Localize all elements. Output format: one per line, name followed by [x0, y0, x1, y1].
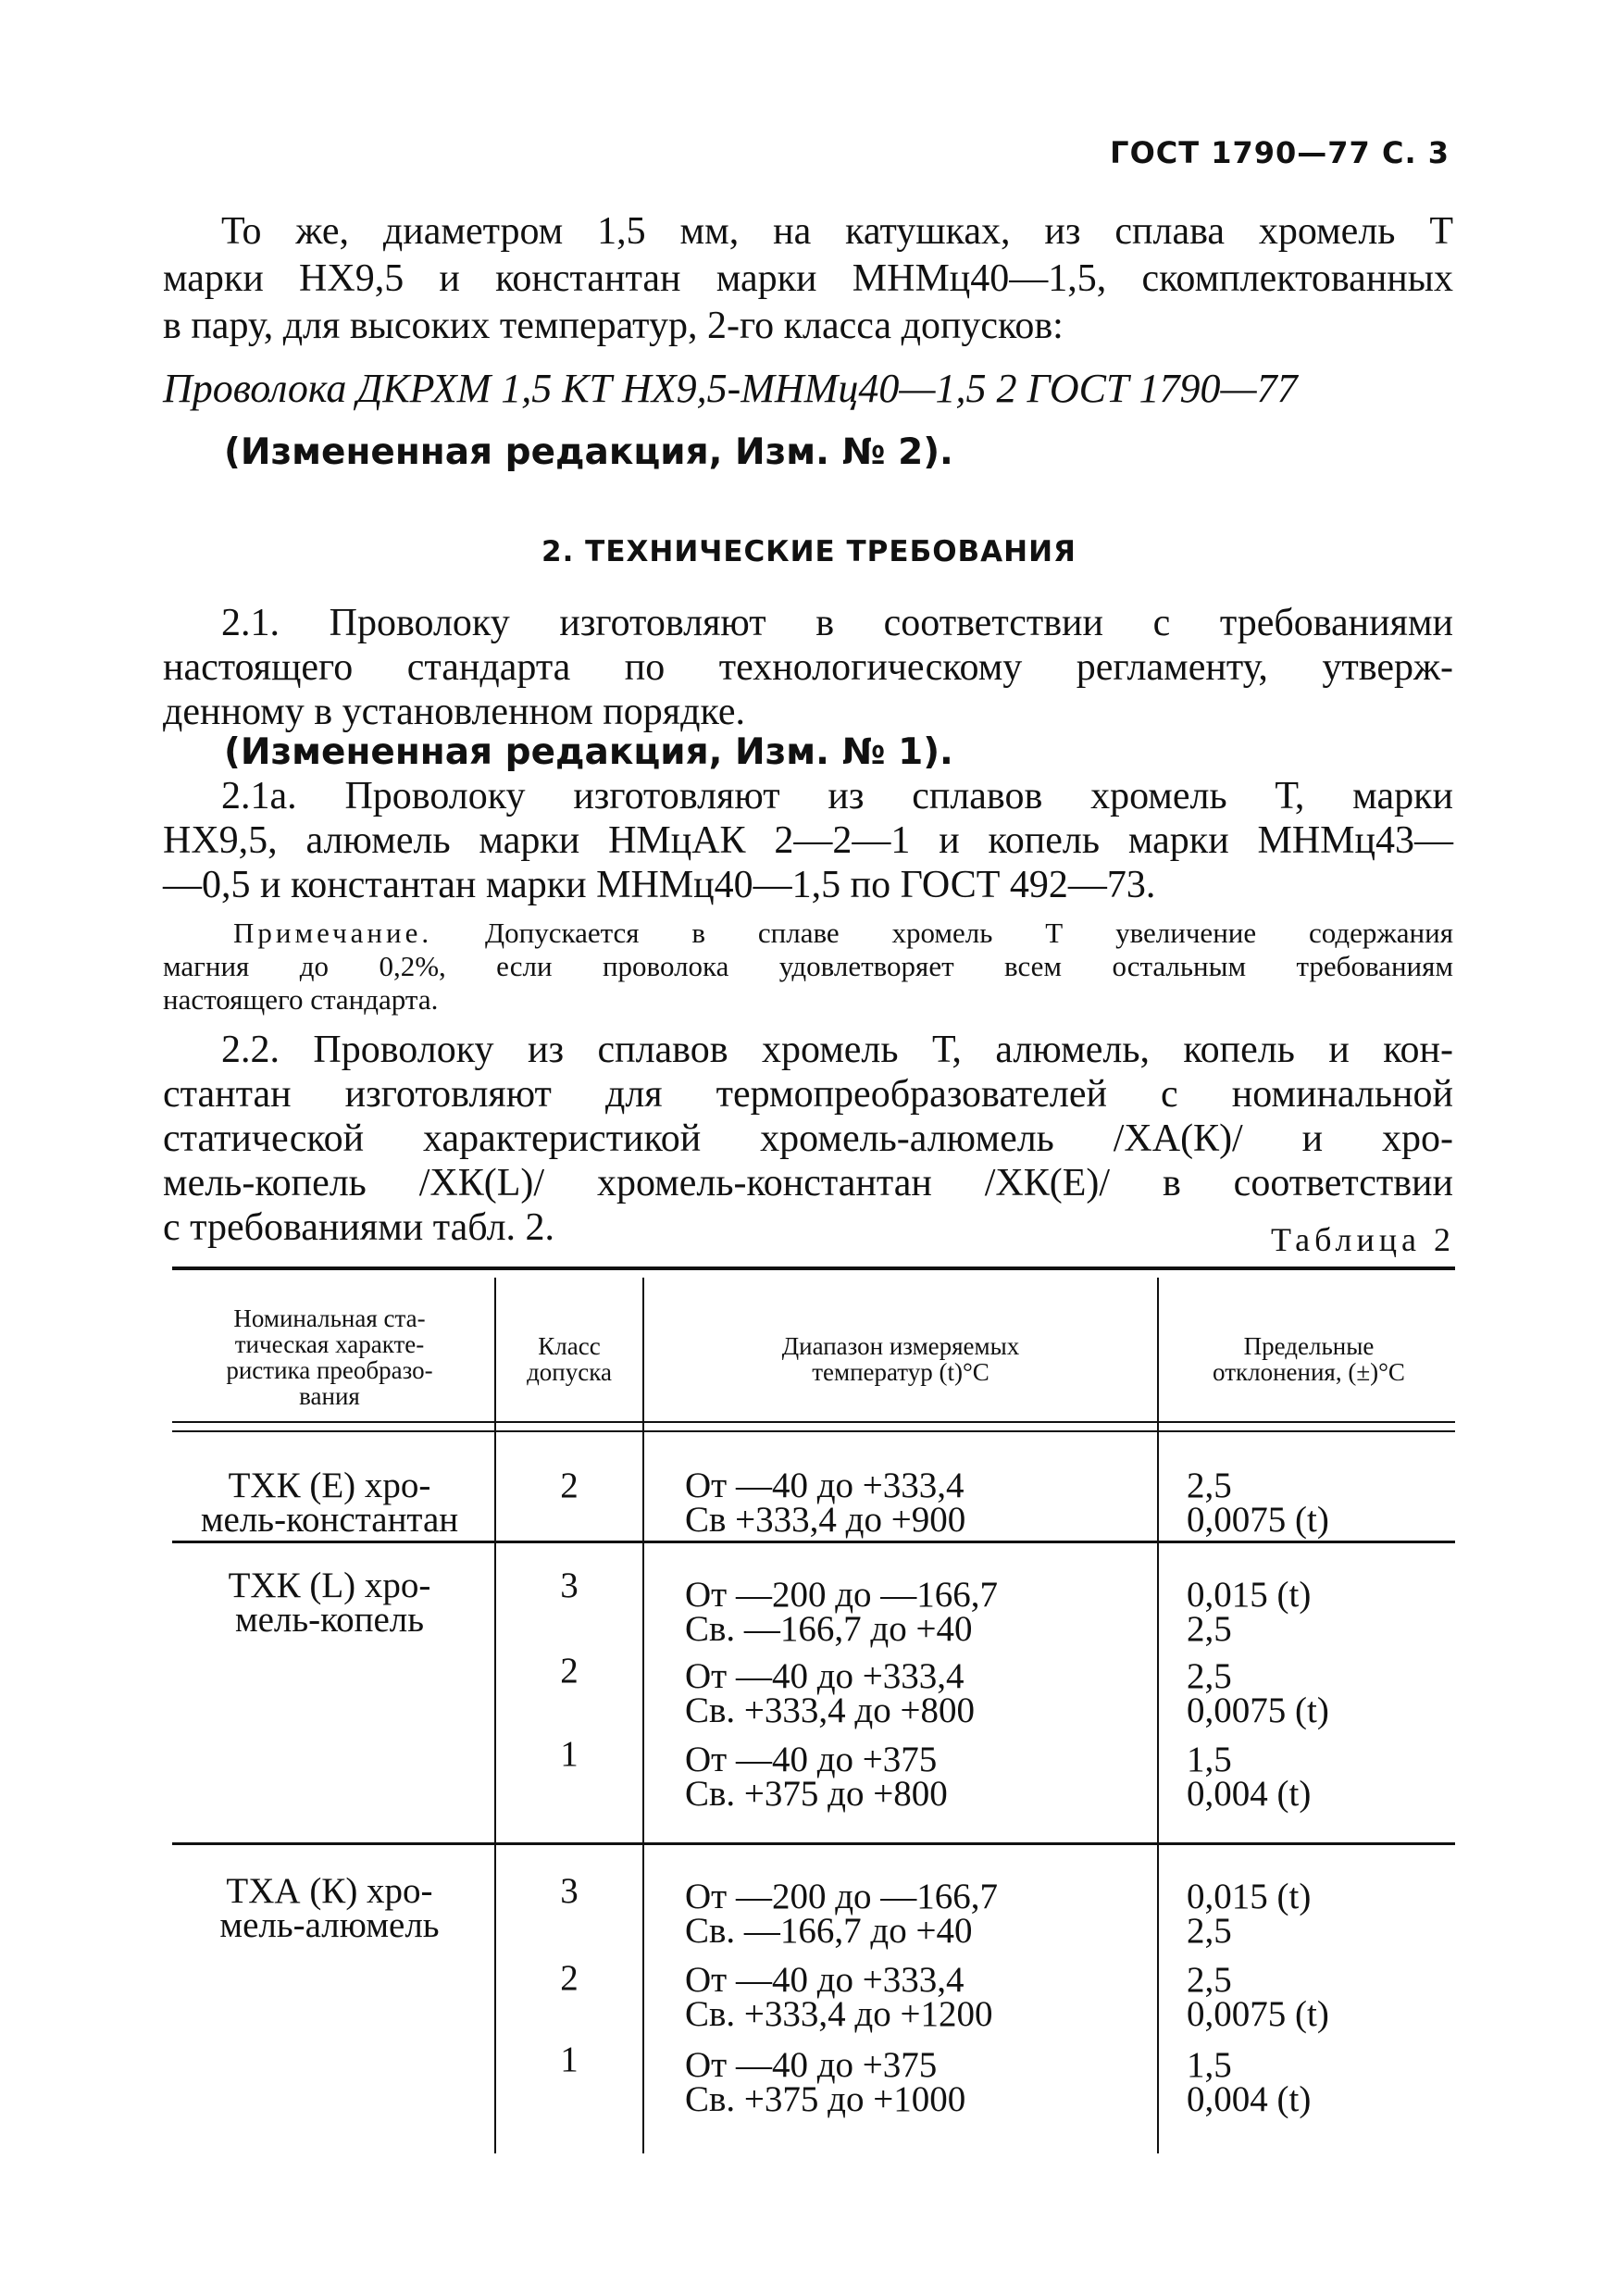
- table-group-rule-1: [172, 1541, 1455, 1543]
- dev-line: 2,5: [1187, 1960, 1232, 2000]
- dev-line: 2,5: [1187, 1466, 1232, 1505]
- table-label: Таблица 2: [1271, 1221, 1455, 1258]
- table-cell-class: 1: [560, 1734, 579, 1774]
- table-cell-deviation: [1187, 1960, 1329, 2034]
- table-cell-range: [685, 2045, 966, 2119]
- p22-line-5: с требованиями табл. 2.: [163, 1206, 555, 1249]
- table-cell-range: [685, 1466, 966, 1540]
- dev-line: 0,0075 (t): [1187, 1994, 1329, 2034]
- p21a-line-2: НХ9,5, алюмель марки НМцАК 2—2—1 и копель марки МНМц43—: [163, 819, 1453, 862]
- table-cell-deviation: [1187, 1877, 1312, 1951]
- dev-line: 2,5: [1187, 1609, 1232, 1649]
- table-group-rule-2: [172, 1842, 1455, 1845]
- table-group-name: [172, 1566, 487, 1640]
- range-line: От —40 до +333,4: [685, 1656, 965, 1696]
- table-header-rule-a: [172, 1421, 1455, 1423]
- p22-line-1: 2.2. Проволоку из сплавов хромель Т, алюмель, копель и кон-: [221, 1029, 1453, 1071]
- p21-line-1: 2.1. Проволоку изготовляют в соответствии с требованиями: [221, 602, 1453, 644]
- range-line: От —40 до +375: [685, 1740, 938, 1779]
- table-group-name: [172, 1466, 487, 1540]
- group-name-line: мель-копель: [234, 1600, 425, 1640]
- table-header-characteristic: [172, 1305, 487, 1409]
- table-col-divider-3: [1157, 1278, 1159, 2153]
- dev-line: 0,015 (t): [1187, 1575, 1312, 1615]
- range-line: Св +333,4 до +900: [685, 1500, 966, 1540]
- intro-line-1: То же, диаметром 1,5 мм, на катушках, из сплава хромель Т: [221, 210, 1453, 253]
- table-cell-range: [685, 1656, 976, 1730]
- table-cell-class: 3: [560, 1566, 579, 1605]
- table-cell-class: 3: [560, 1871, 579, 1911]
- section-title: 2. ТЕХНИЧЕСКИЕ ТРЕБОВАНИЯ: [541, 535, 1077, 568]
- table-cell-deviation: [1187, 1466, 1329, 1540]
- table-cell-deviation: [1187, 1740, 1312, 1814]
- table-cell-deviation: [1187, 1656, 1329, 1730]
- range-line: Св. +333,4 до +1200: [685, 1994, 993, 2034]
- range-line: От —40 до +333,4: [685, 1960, 965, 2000]
- table-group-name: [172, 1871, 487, 1945]
- range-line: Св. —166,7 до +40: [685, 1609, 973, 1649]
- range-line: От —200 до —166,7: [685, 1575, 999, 1615]
- range-line: Св. +375 до +800: [685, 1774, 948, 1814]
- table-header-class: [500, 1333, 639, 1385]
- dev-line: 2,5: [1187, 1656, 1232, 1696]
- range-line: Св. +333,4 до +800: [685, 1691, 976, 1730]
- range-line: Св. +375 до +1000: [685, 2079, 966, 2119]
- note-label: Примечание.: [233, 917, 433, 949]
- header-col1-line: Номинальная ста-: [233, 1304, 426, 1332]
- group-name-line: ТХК (L) хро-: [228, 1566, 431, 1605]
- table-cell-range: [685, 1877, 999, 1951]
- designation-example: Проволока ДКРХМ 1,5 КТ НХ9,5-МНМц40—1,5 2 ГОСТ 1790—77: [163, 366, 1298, 411]
- p21-line-2: настоящего стандарта по технологическому регламенту, утверж-: [163, 646, 1453, 689]
- p22-line-4: мель-копель /ХК(L)/ хромель-константан /ХК(Е)/ в соответствии: [163, 1162, 1453, 1204]
- header-col3-line: Диапазон измеряемых: [781, 1332, 1020, 1360]
- range-line: От —40 до +333,4: [685, 1466, 965, 1505]
- header-col4-line: отклонения, (±)°С: [1213, 1358, 1405, 1386]
- table-header-deviation: [1163, 1333, 1455, 1385]
- p21a-line-1: 2.1а. Проволоку изготовляют из сплавов хромель Т, марки: [221, 775, 1453, 817]
- table-col-divider-1: [494, 1278, 496, 2153]
- table-cell-class: 1: [560, 2040, 579, 2079]
- group-name-line: ТХА (К) хро-: [226, 1871, 433, 1911]
- intro-line-3: в пару, для высоких температур, 2-го класса допусков:: [163, 305, 1064, 347]
- intro-line-2: марки НХ9,5 и константан марки МНМц40—1,5, скомплектованных: [163, 257, 1453, 300]
- range-line: От —200 до —166,7: [685, 1877, 999, 1916]
- p21a-line-3: —0,5 и константан марки МНМц40—1,5 по ГОСТ 492—73.: [163, 864, 1156, 906]
- table-cell-range: [685, 1575, 999, 1649]
- dev-line: 0,0075 (t): [1187, 1691, 1329, 1730]
- note-line-2: магния до 0,2%, если проволока удовлетворяет всем остальным требованиям: [163, 950, 1453, 982]
- table-header-range: [648, 1333, 1153, 1385]
- note-line-1: [233, 917, 1453, 949]
- amendment-note-2: (Измененная редакция, Изм. № 2).: [224, 431, 953, 473]
- table-cell-class: 2: [560, 1958, 579, 1998]
- table-header-rule-b: [172, 1430, 1455, 1432]
- header-col2-line: допуска: [527, 1358, 612, 1386]
- table-cell-range: [685, 1740, 948, 1814]
- table-cell-class: 2: [560, 1651, 579, 1691]
- table-top-rule: [172, 1267, 1455, 1270]
- header-col4-line: Предельные: [1243, 1332, 1375, 1360]
- dev-line: 1,5: [1187, 2045, 1232, 2085]
- range-line: Св. —166,7 до +40: [685, 1911, 973, 1951]
- group-name-line: мель-константан: [200, 1500, 459, 1540]
- note-line-3: настоящего стандарта.: [163, 983, 439, 1016]
- amendment-note-1: (Измененная редакция, Изм. № 1).: [224, 731, 953, 773]
- table-cell-range: [685, 1960, 993, 2034]
- dev-line: 0,015 (t): [1187, 1877, 1312, 1916]
- header-col1-line: вания: [299, 1382, 360, 1410]
- table-col-divider-2: [642, 1278, 644, 2153]
- p22-line-2: стантан изготовляют для термопреобразователей с номинальной: [163, 1073, 1453, 1116]
- table-cell-deviation: [1187, 2045, 1312, 2119]
- dev-line: 0,004 (t): [1187, 1774, 1312, 1814]
- dev-line: 1,5: [1187, 1740, 1232, 1779]
- p22-line-3: статической характеристикой хромель-алюмель /ХА(К)/ и хро-: [163, 1117, 1453, 1160]
- page-header: ГОСТ 1790—77 С. 3: [1110, 135, 1450, 170]
- dev-line: 2,5: [1187, 1911, 1232, 1951]
- table-cell-class: 2: [560, 1466, 579, 1505]
- table-cell-deviation: [1187, 1575, 1312, 1649]
- note-text-1: Допускается в сплаве хромель Т увеличение содержания: [432, 917, 1453, 949]
- range-line: От —40 до +375: [685, 2045, 938, 2085]
- dev-line: 0,004 (t): [1187, 2079, 1312, 2119]
- p21-line-3: денному в установленном порядке.: [163, 691, 745, 733]
- header-col1-line: тическая характе-: [234, 1330, 425, 1358]
- header-col3-line: температур (t)°С: [812, 1358, 989, 1386]
- header-col1-line: ристика преобразо-: [226, 1356, 433, 1384]
- header-col2-line: Класс: [538, 1332, 601, 1360]
- group-name-line: мель-алюмель: [219, 1905, 440, 1945]
- dev-line: 0,0075 (t): [1187, 1500, 1329, 1540]
- group-name-line: ТХК (Е) хро-: [228, 1466, 431, 1505]
